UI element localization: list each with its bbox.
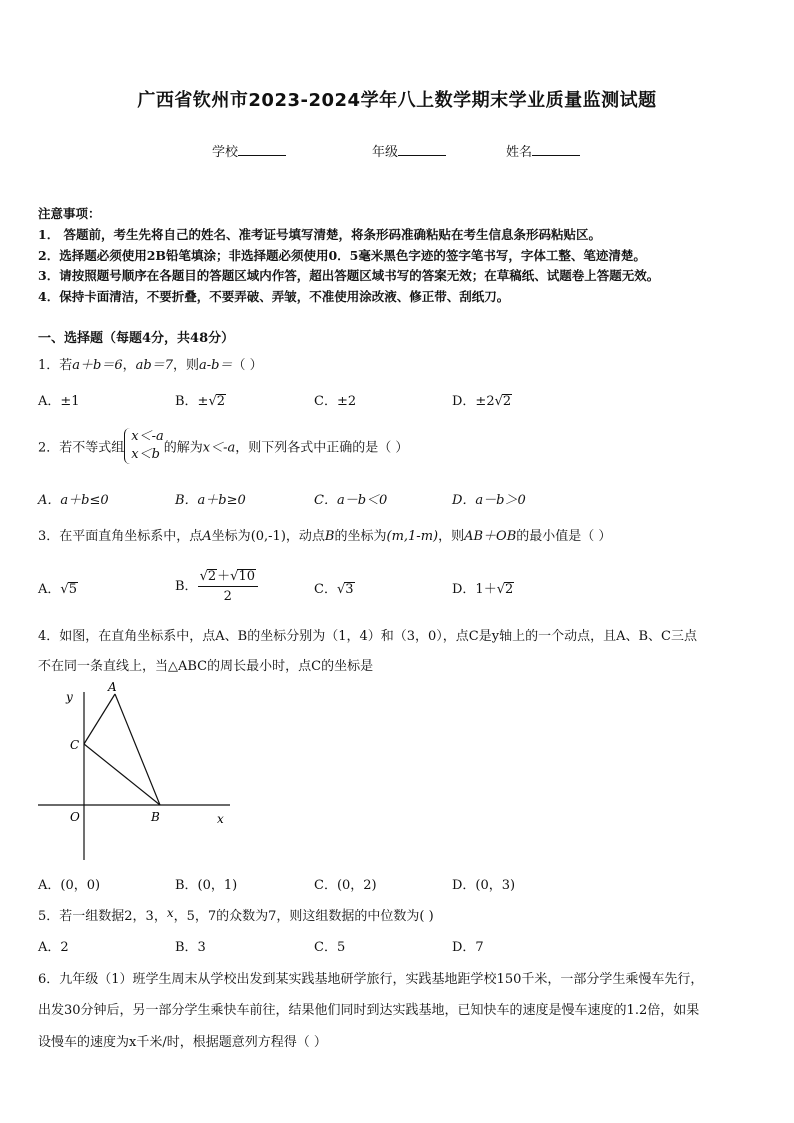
- note-item: 2．选择题必须使用2B铅笔填涂；非选择题必须使用0．5毫米黑色字迹的签字笔书写，字体工整、笔迹清楚。: [38, 248, 646, 263]
- q3-option-b[interactable]: [175, 565, 258, 604]
- segment-ab: [115, 694, 160, 805]
- q3-option-a-radicand: 5: [68, 582, 77, 597]
- segment-cb: [84, 744, 160, 805]
- question-3: [38, 525, 611, 544]
- q1-prefix: 1．若: [38, 358, 73, 373]
- q5-text-2: ，5，7的众数为7，则这组数据的中位数为( ): [173, 909, 434, 924]
- q1-mid: ，则: [172, 358, 199, 373]
- q3-coord-a: (0,-1): [250, 529, 286, 544]
- q1-option-d-radicand: 2: [502, 394, 512, 409]
- note-item: 3．请按照题号顺序在各题目的答题区域内作答，超出答题区域书写的答案无效；在草稿纸、试题卷上答题无效。: [38, 268, 660, 283]
- section-heading: 一、选择题（每题4分，共48分）: [38, 331, 235, 346]
- q5-option-b[interactable]: B．3: [175, 940, 206, 955]
- note-item: 1． 答题前，考生先将自己的姓名、准考证号填写清楚，将条形码准确粘贴在考生信息条形码粘贴区。: [38, 227, 602, 242]
- school-field[interactable]: [212, 141, 286, 160]
- q3-option-d-radicand: 2: [505, 582, 514, 597]
- q3-option-b-fraction: $\frac{√2+√10}{2}$: [198, 565, 258, 604]
- q3-option-c-prefix: C．: [314, 582, 337, 597]
- q5-option-c[interactable]: C．5: [314, 940, 346, 955]
- label-x: x: [217, 812, 224, 826]
- question-2: [38, 428, 408, 464]
- q1-option-b[interactable]: B．±√2: [175, 394, 226, 409]
- q3-option-b-plus: ＋: [217, 569, 231, 584]
- q4-option-d[interactable]: D．(0，3): [452, 878, 516, 893]
- q4-option-a[interactable]: A．(0，0): [38, 878, 101, 893]
- q2-solution: x＜-a: [202, 440, 236, 456]
- grade-blank[interactable]: [398, 143, 446, 156]
- name-field[interactable]: [506, 141, 580, 160]
- q4-option-b[interactable]: B．(0，1): [175, 878, 238, 893]
- question-4-line-2: 不在同一条直线上，当△ABC的周长最小时，点C的坐标是: [38, 659, 374, 674]
- q1-option-c[interactable]: C．±2: [314, 394, 357, 409]
- q3-point-a: A: [202, 529, 212, 544]
- question-4-line-1: 4．如图，在直角坐标系中，点A、B的坐标分别为（1，4）和（3，0），点C是y轴上的一个动点，且A、B、C三点: [38, 629, 697, 644]
- q5-option-a[interactable]: A．2: [38, 940, 69, 955]
- q3-option-b-denominator: 2: [223, 589, 232, 604]
- q3-text-2: 坐标为: [211, 529, 251, 544]
- label-o: O: [70, 810, 80, 824]
- q3-option-b-radicand-1: 2: [207, 569, 217, 584]
- q5-variable: x: [166, 906, 174, 920]
- q5-text-1: 5．若一组数据2，3，: [38, 909, 167, 924]
- grade-label: 年级: [372, 145, 399, 160]
- school-blank[interactable]: [238, 143, 286, 156]
- q1-option-d-prefix: D．±2: [452, 394, 495, 409]
- question-6-line-1: 6．九年级（1）班学生周末从学校出发到某实践基地研学旅行，实践基地距学校150千米，一部分学生乘慢车先行，: [38, 972, 704, 987]
- question-1: [38, 354, 263, 373]
- q1-option-a[interactable]: A．±1: [38, 394, 80, 409]
- q1-option-b-prefix: B．±: [175, 394, 209, 409]
- q3-option-c-radicand: 3: [345, 582, 354, 597]
- label-a: A: [108, 680, 117, 694]
- q1-option-d[interactable]: D．±2√2: [452, 394, 512, 409]
- segment-ca: [84, 694, 115, 744]
- q4-option-c[interactable]: C．(0，2): [314, 878, 377, 893]
- name-label: 姓名: [506, 145, 533, 160]
- page-title: 广西省钦州市2023-2024学年八上数学期末学业质量监测试题: [137, 90, 657, 111]
- q1-option-b-radicand: 2: [216, 394, 226, 409]
- q1-expr3: a-b＝: [199, 358, 233, 373]
- q3-text-6: 的最小值是（ ）: [516, 529, 612, 544]
- q3-text-1: 3．在平面直角坐标系中，点: [38, 529, 203, 544]
- question-6-line-3: 设慢车的速度为x千米/时，根据题意列方程得（ ）: [38, 1035, 327, 1050]
- q2-option-c[interactable]: C．a－b＜0: [314, 493, 388, 508]
- q3-option-c[interactable]: C．√3: [314, 582, 354, 597]
- label-y: y: [66, 690, 73, 704]
- q2-option-b[interactable]: B．a＋b≥0: [175, 493, 246, 508]
- note-item: 4．保持卡面清洁，不要折叠，不要弄破、弄皱，不准使用涂改液、修正带、刮纸刀。: [38, 289, 510, 304]
- q3-option-b-radicand-2: 10: [238, 569, 255, 584]
- label-b: B: [151, 810, 160, 824]
- q3-option-b-prefix: B．: [175, 579, 198, 594]
- q3-option-d[interactable]: D．1＋√2: [452, 582, 514, 597]
- q1-tail: （ ）: [232, 358, 263, 373]
- q2-tail: ，则下列各式中正确的是（ ）: [235, 440, 409, 456]
- q1-expr1: a＋b＝6: [72, 358, 123, 373]
- q1-expr2: ab＝7: [135, 358, 173, 373]
- q3-option-a[interactable]: A．√5: [38, 582, 77, 597]
- notes-heading: 注意事项：: [38, 206, 101, 221]
- q3-option-a-prefix: A．: [38, 582, 61, 597]
- q3-option-d-prefix: D．1＋: [452, 582, 497, 597]
- q4-coordinate-figure: [30, 678, 240, 863]
- name-blank[interactable]: [532, 143, 580, 156]
- q3-text-5: ，则: [438, 529, 465, 544]
- q3-expression: AB＋OB: [464, 529, 517, 544]
- q2-mid: 的解为: [163, 440, 203, 456]
- school-label: 学校: [212, 145, 239, 160]
- q2-inequality-2: x＜b: [131, 447, 160, 462]
- label-c: C: [70, 738, 80, 752]
- q3-text-4: 的坐标为: [334, 529, 387, 544]
- q3-point-b: B: [324, 529, 335, 544]
- q2-prefix: 2．若不等式组: [38, 440, 125, 456]
- grade-field[interactable]: [372, 141, 446, 160]
- q2-inequality-system: [124, 428, 163, 464]
- question-5: [38, 905, 434, 924]
- q5-option-d[interactable]: D．7: [452, 940, 484, 955]
- q3-coord-b: (m,1-m): [386, 529, 439, 544]
- q2-option-d[interactable]: D．a－b＞0: [452, 493, 526, 508]
- q3-text-3: ，动点: [285, 529, 325, 544]
- q2-option-a[interactable]: A．a＋b≤0: [38, 493, 109, 508]
- q1-sep: ，: [122, 358, 136, 373]
- q2-inequality-1: x＜-a: [131, 429, 164, 444]
- question-6-line-2: 出发30分钟后，另一部分学生乘快车前往，结果他们同时到达实践基地，已知快车的速度是慢车速度的1.2倍，如果: [38, 1003, 700, 1018]
